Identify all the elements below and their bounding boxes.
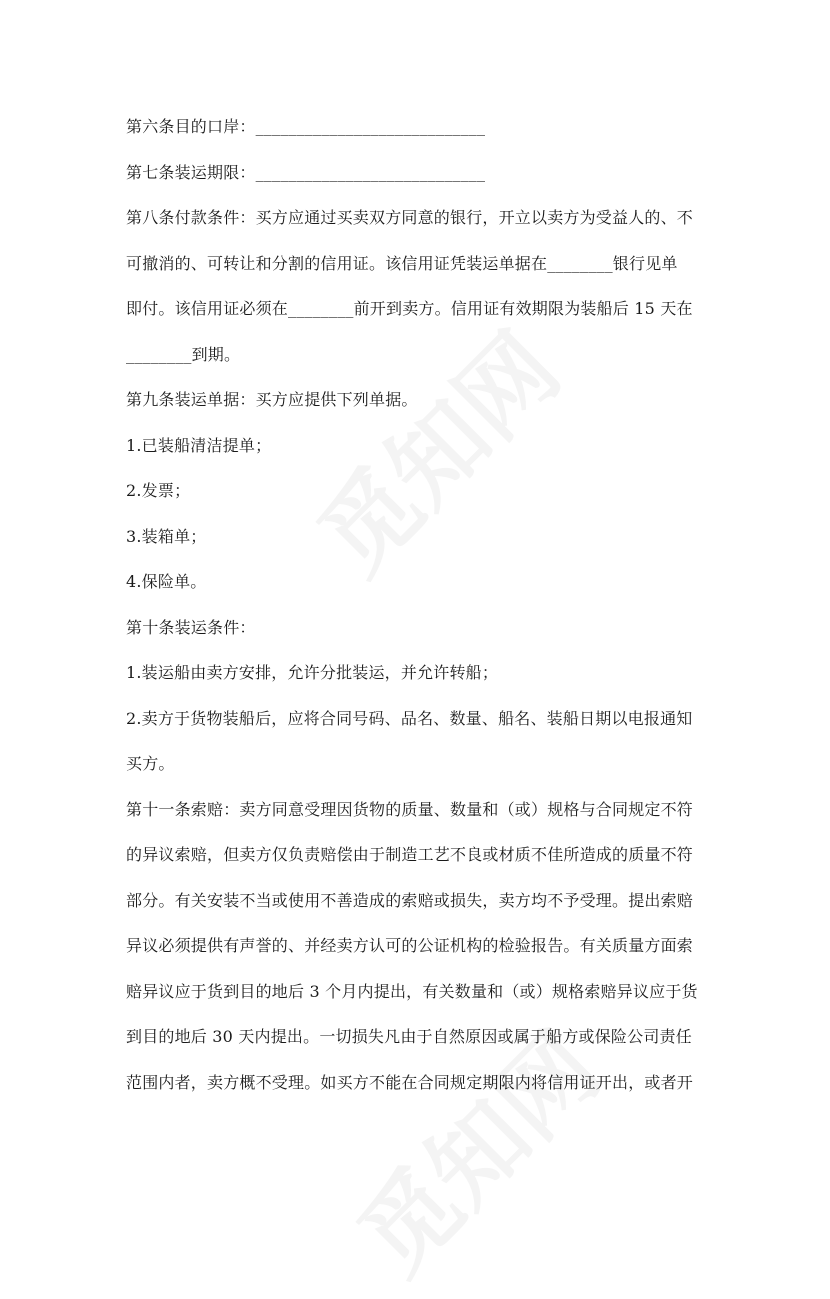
article-9-shipping-documents: 第九条装运单据：买方应提供下列单据。: [126, 390, 418, 409]
article-11-claims-line-1: 第十一条索赔：卖方同意受理因货物的质量、数量和（或）规格与合同规定不符: [126, 799, 694, 819]
article-11-claims-line-2: 的异议索赔，但卖方仅负责赔偿由于制造工艺不良或材质不佳所造成的质量不符: [126, 845, 694, 864]
list-item: 1.已装船清洁提单；: [126, 435, 272, 455]
article-6-destination-port: 第六条目的口岸：____________________________: [126, 117, 486, 136]
article-10-shipping-terms: 第十条装运条件：: [126, 617, 256, 637]
article-11-claims-line-7: 范围内者，卖方概不受理。如买方不能在合同规定期限内将信用证开出，或者开: [126, 1072, 694, 1092]
article-8-payment-line-1: 第八条付款条件：买方应通过买卖双方同意的银行，开立以卖方为受益人的、不: [126, 208, 694, 227]
list-item: 4.保险单。: [126, 572, 207, 591]
list-item: 2.卖方于货物装船后，应将合同号码、品名、数量、船名、装船日期以电报通知: [126, 708, 693, 728]
list-item: 1.装运船由卖方安排，允许分批装运，并允许转船；: [126, 663, 499, 682]
list-item: 3.装箱单；: [126, 526, 207, 546]
document-body: [126, 104, 716, 1105]
article-11-claims-line-6: 到目的地后 30 天内提出。一切损失凡由于自然原因或属于船方或保险公司责任: [126, 1027, 692, 1046]
article-8-payment-line-4: ________到期。: [126, 344, 241, 364]
article-11-claims-line-5: 赔异议应于货到目的地后 3 个月内提出，有关数量和（或）规格索赔异议应于货: [126, 981, 698, 1001]
article-11-claims-line-4: 异议必须提供有声誉的、并经卖方认可的公证机构的检验报告。有关质量方面索: [126, 936, 694, 955]
article-8-payment-line-2: 可撤消的、可转让和分割的信用证。该信用证凭装运单据在________银行见单: [126, 253, 678, 273]
list-item: 2.发票；: [126, 481, 191, 500]
article-11-claims-line-3: 部分。有关安装不当或使用不善造成的索赔或损失，卖方均不予受理。提出索赔: [126, 890, 694, 910]
list-item-continuation: 买方。: [126, 754, 175, 773]
article-7-shipment-period: 第七条装运期限：____________________________: [126, 162, 486, 182]
article-8-payment-line-3: 即付。该信用证必须在________前开到卖方。信用证有效期限为装船后 15 天在: [126, 299, 693, 318]
